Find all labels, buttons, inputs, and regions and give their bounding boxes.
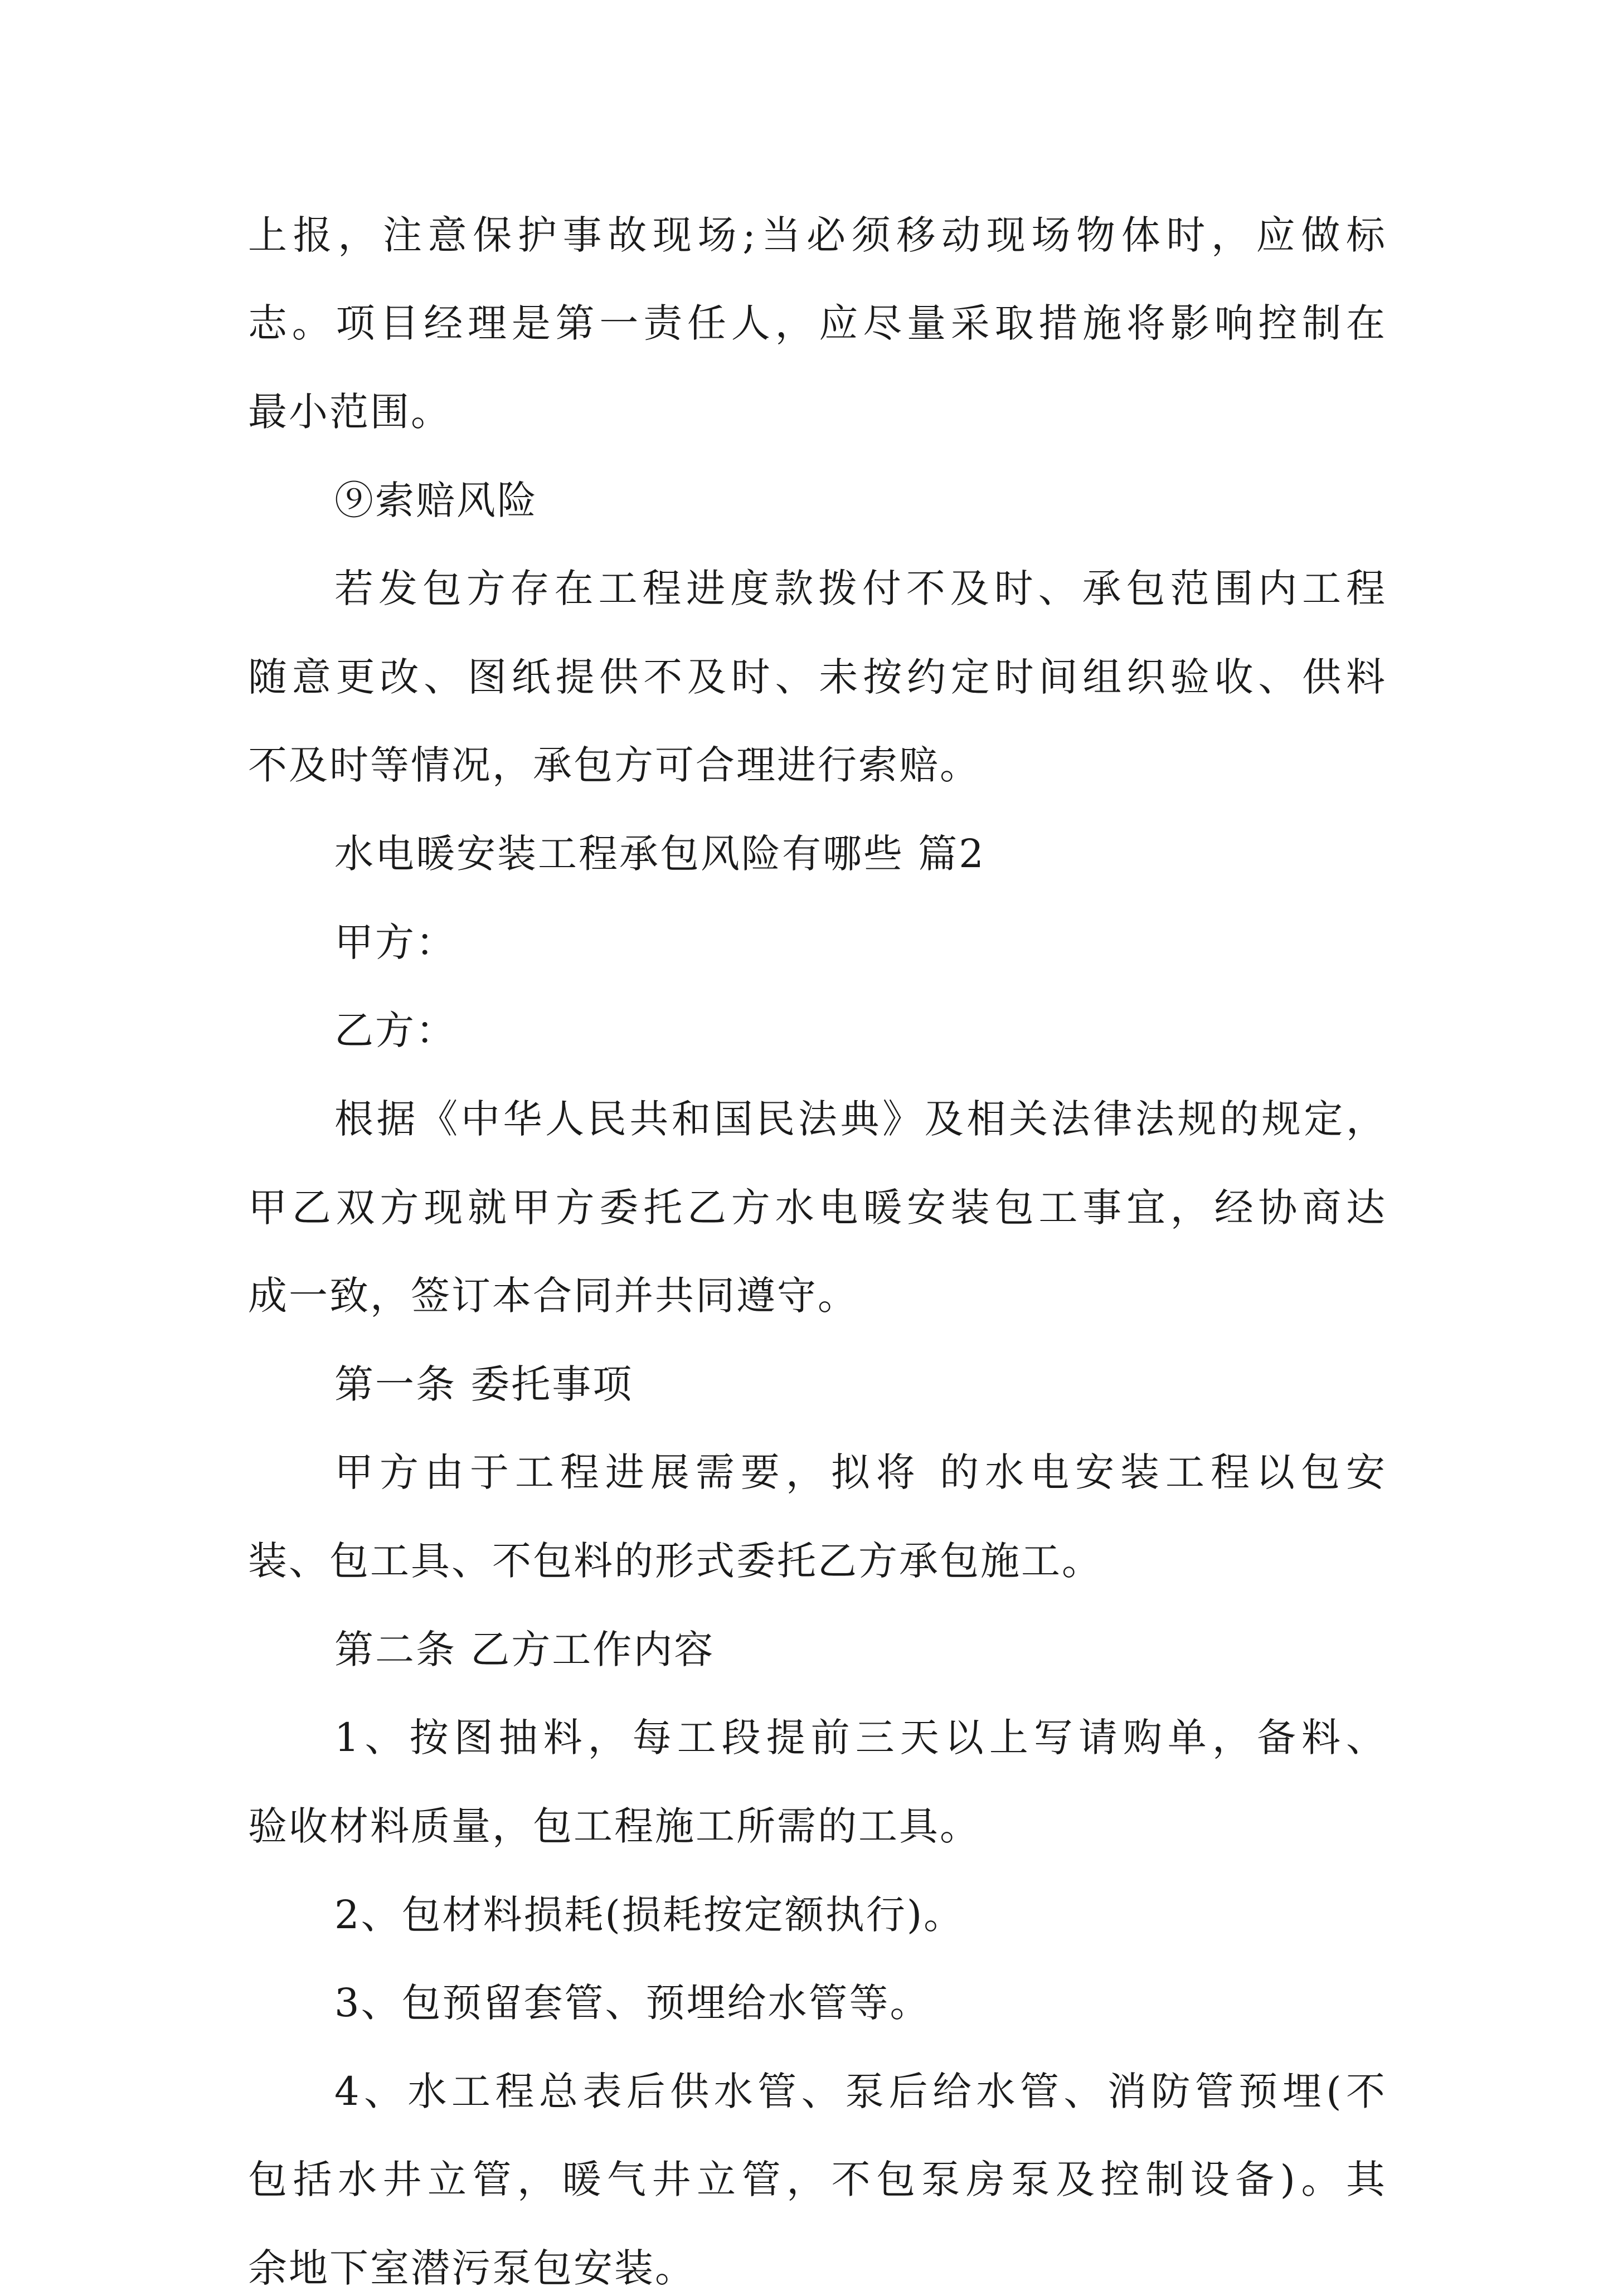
paragraph-start: 若发包方存在工程进度款拨付不及时、承包范围内工程 — [334, 566, 1385, 611]
text-line: 随意更改、图纸提供不及时、未按约定时间组织验收、供料 — [248, 654, 1385, 700]
text-line: 余地下室潜污泵包安装。 — [248, 2245, 696, 2291]
party-a-label: 甲方： — [334, 920, 456, 965]
list-item: 1、按图抽料，每工段提前三天以上写请购单，备料、 — [334, 1715, 1385, 1760]
list-item: 2、包材料损耗(损耗按定额执行)。 — [334, 1892, 965, 1938]
section-heading: ⑨索赔风险 — [334, 478, 538, 523]
text-line: 包括水井立管，暖气井立管，不包泵房泵及控制设备)。其 — [248, 2157, 1385, 2202]
text-line: 不及时等情况，承包方可合理进行索赔。 — [248, 742, 980, 788]
text-line: 志。项目经理是第一责任人，应尽量采取措施将影响控制在 — [248, 300, 1385, 346]
text-line: 成一致，签订本合同并共同遵守。 — [248, 1273, 858, 1319]
text-line: 验收材料质量，包工程施工所需的工具。 — [248, 1803, 980, 1849]
text-line: 最小范围。 — [248, 389, 451, 435]
list-item: 4、水工程总表后供水管、泵后给水管、消防管预埋(不 — [334, 2069, 1385, 2114]
text-line: 上报，注意保护事故现场;当必须移动现场物体时，应做标 — [248, 212, 1385, 258]
clause-heading: 第二条 乙方工作内容 — [334, 1627, 715, 1672]
text-line: 装、包工具、不包料的形式委托乙方承包施工。 — [248, 1538, 1102, 1584]
paragraph-start: 根据《中华人民共和国民法典》及相关法律法规的规定， — [334, 1096, 1385, 1142]
article-title: 水电暖安装工程承包风险有哪些 篇2 — [334, 831, 985, 877]
text-line: 甲乙双方现就甲方委托乙方水电暖安装包工事宜，经协商达 — [248, 1185, 1385, 1230]
paragraph-start: 甲方由于工程进展需要，拟将 的水电安装工程以包安 — [334, 1449, 1385, 1495]
party-b-label: 乙方： — [334, 1008, 456, 1053]
list-item: 3、包预留套管、预埋给水管等。 — [334, 1980, 931, 2026]
clause-heading: 第一条 委托事项 — [334, 1361, 634, 1407]
